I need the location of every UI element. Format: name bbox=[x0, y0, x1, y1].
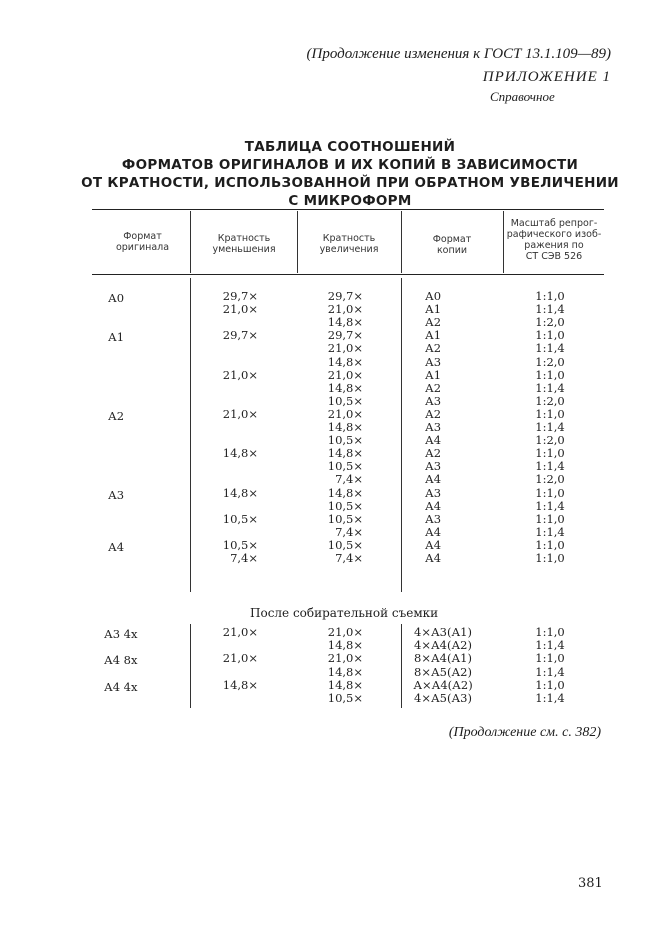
header-appendix: ПРИЛОЖЕНИЕ 1 bbox=[482, 69, 611, 85]
cell-copy-format: А2 bbox=[424, 341, 442, 356]
title-line: С МИКРОФОРМ bbox=[288, 193, 412, 209]
column-header-line: копии bbox=[436, 245, 468, 256]
cell-scale: 1:2,0 bbox=[535, 472, 565, 487]
cell-scale: 1:1,0 bbox=[535, 651, 565, 666]
cell-enlargement: 14,8× bbox=[327, 664, 363, 679]
cell-enlargement: 10,5× bbox=[327, 459, 363, 474]
cell-enlargement: 14,8× bbox=[327, 446, 363, 461]
cell-scale: 1:1,4 bbox=[535, 380, 565, 395]
cell-copy-format: А2 bbox=[424, 406, 442, 421]
column-header-line: Масштаб репрог- bbox=[510, 218, 598, 229]
title-line: ОТ КРАТНОСТИ, ИСПОЛЬЗОВАННОЙ ПРИ ОБРАТНОМ УВЕЛИЧЕНИИ bbox=[81, 175, 619, 191]
column-header-enlargement bbox=[298, 233, 400, 255]
cell-scale: 1:1,4 bbox=[535, 302, 565, 317]
cell-copy-format: А4 bbox=[424, 537, 442, 552]
cell-enlargement: 29,7× bbox=[327, 289, 363, 303]
cell-copy-format: А3 bbox=[424, 393, 442, 408]
cell-scale: 1:1,0 bbox=[535, 367, 565, 382]
cell-copy-format: А1 bbox=[424, 367, 442, 382]
cell-copy-format: 4×А3(А1) bbox=[414, 625, 472, 639]
cell-original-format: А4 bbox=[108, 539, 125, 554]
cell-enlargement: 7,4× bbox=[335, 524, 363, 539]
column-header-line: оригинала bbox=[115, 242, 170, 253]
cell-scale: 1:2,0 bbox=[535, 393, 565, 408]
cell-scale: 1:2,0 bbox=[535, 354, 565, 369]
cell-reduction: 14,8× bbox=[222, 446, 258, 461]
column-divider bbox=[190, 211, 191, 273]
column-header-scale bbox=[504, 218, 604, 262]
cell-scale: 1:1,0 bbox=[535, 446, 565, 461]
cell-copy-format: А×А4(А2) bbox=[413, 677, 473, 692]
cell-copy-format: А4 bbox=[424, 498, 442, 513]
cell-enlargement: 14,8× bbox=[327, 420, 363, 434]
column-header-line: Кратность bbox=[322, 233, 376, 244]
cell-enlargement: 21,0× bbox=[327, 367, 363, 382]
cell-reduction: 7,4× bbox=[230, 551, 258, 565]
column-header-line: Формат bbox=[432, 234, 472, 245]
cell-reduction: 29,7× bbox=[222, 328, 258, 343]
cell-scale: 1:1,0 bbox=[535, 289, 565, 303]
cell-scale: 1:1,0 bbox=[535, 551, 565, 565]
cell-original-format: А3 bbox=[108, 487, 125, 502]
column-header-copy-format bbox=[402, 234, 502, 256]
cell-reduction: 21,0× bbox=[222, 302, 258, 317]
cell-copy-format: 8×А5(А2) bbox=[414, 664, 472, 679]
column-header-line: увеличения bbox=[319, 244, 379, 255]
cell-enlargement: 21,0× bbox=[327, 651, 363, 666]
cell-enlargement: 10,5× bbox=[327, 433, 363, 448]
cell-enlargement: 14,8× bbox=[327, 380, 363, 395]
cell-copy-format: А3 bbox=[424, 511, 442, 526]
cell-original-format: А4 4х bbox=[104, 679, 138, 694]
cell-reduction: 29,7× bbox=[222, 289, 258, 303]
cell-copy-format: А2 bbox=[424, 315, 442, 330]
cell-scale: 1:1,4 bbox=[535, 459, 565, 474]
continued-note: (Продолжение см. с. 382) bbox=[448, 725, 601, 740]
cell-scale: 1:1,4 bbox=[535, 420, 565, 434]
cell-copy-format: А4 bbox=[424, 472, 442, 487]
cell-enlargement: 10,5× bbox=[327, 691, 363, 705]
cell-enlargement: 29,7× bbox=[327, 328, 363, 343]
cell-reduction: 10,5× bbox=[222, 511, 258, 526]
cell-scale: 1:1,0 bbox=[535, 406, 565, 421]
cell-scale: 1:1,0 bbox=[535, 537, 565, 552]
cell-enlargement: 14,8× bbox=[327, 638, 363, 653]
cell-copy-format: 8×А4(А1) bbox=[414, 651, 472, 666]
cell-reduction: 21,0× bbox=[222, 651, 258, 666]
column-header-line: уменьшения bbox=[212, 244, 276, 255]
cell-copy-format: А4 bbox=[424, 433, 442, 448]
cell-reduction: 14,8× bbox=[222, 677, 258, 692]
cell-scale: 1:1,4 bbox=[535, 498, 565, 513]
page-number: 381 bbox=[578, 876, 603, 891]
section-label: После собирательной съемки bbox=[250, 606, 439, 620]
cell-enlargement: 21,0× bbox=[327, 341, 363, 356]
cell-enlargement: 14,8× bbox=[327, 354, 363, 369]
cell-original-format: А2 bbox=[108, 408, 125, 423]
cell-copy-format: А2 bbox=[424, 446, 442, 461]
column-header-line: СТ СЭВ 526 bbox=[525, 251, 583, 262]
cell-scale: 1:1,4 bbox=[535, 638, 565, 653]
cell-enlargement: 14,8× bbox=[327, 485, 363, 500]
cell-scale: 1:1,0 bbox=[535, 625, 565, 639]
cell-copy-format: 4×А5(А3) bbox=[414, 691, 472, 705]
column-divider bbox=[190, 624, 191, 708]
cell-enlargement: 21,0× bbox=[327, 406, 363, 421]
cell-reduction: 21,0× bbox=[222, 406, 258, 421]
cell-copy-format: 4×А4(А2) bbox=[414, 638, 472, 653]
cell-copy-format: А3 bbox=[424, 354, 442, 369]
table-title bbox=[0, 138, 661, 210]
cell-original-format: А3 4х bbox=[104, 627, 138, 641]
cell-enlargement: 10,5× bbox=[327, 537, 363, 552]
cell-copy-format: А1 bbox=[424, 302, 442, 317]
cell-copy-format: А0 bbox=[424, 289, 442, 303]
cell-scale: 1:1,0 bbox=[535, 485, 565, 500]
cell-enlargement: 14,8× bbox=[327, 315, 363, 330]
cell-scale: 1:1,4 bbox=[535, 341, 565, 356]
column-header-line: ражения по bbox=[524, 240, 584, 251]
cell-enlargement: 21,0× bbox=[327, 302, 363, 317]
cell-scale: 1:1,4 bbox=[535, 664, 565, 679]
column-divider bbox=[190, 278, 191, 592]
header-type: Справочное bbox=[490, 89, 555, 104]
title-line: ФОРМАТОВ ОРИГИНАЛОВ И ИХ КОПИЙ В ЗАВИСИМОСТИ bbox=[121, 157, 579, 173]
cell-enlargement: 7,4× bbox=[335, 551, 363, 565]
cell-original-format: А0 bbox=[108, 291, 125, 305]
cell-copy-format: А3 bbox=[424, 485, 442, 500]
cell-reduction: 10,5× bbox=[222, 537, 258, 552]
cell-scale: 1:1,4 bbox=[535, 524, 565, 539]
cell-scale: 1:2,0 bbox=[535, 315, 565, 330]
column-divider bbox=[401, 278, 402, 592]
cell-reduction: 14,8× bbox=[222, 485, 258, 500]
cell-copy-format: А3 bbox=[424, 459, 442, 474]
cell-enlargement: 10,5× bbox=[327, 498, 363, 513]
cell-original-format: А4 8х bbox=[104, 653, 138, 668]
cell-enlargement: 14,8× bbox=[327, 677, 363, 692]
column-header-original-format bbox=[95, 231, 190, 253]
table-header-border bbox=[92, 274, 604, 275]
table-top-border bbox=[92, 209, 604, 210]
cell-copy-format: А3 bbox=[424, 420, 442, 434]
cell-copy-format: А4 bbox=[424, 524, 442, 539]
cell-copy-format: А2 bbox=[424, 380, 442, 395]
title-line: ТАБЛИЦА СООТНОШЕНИЙ bbox=[244, 139, 456, 155]
cell-enlargement: 10,5× bbox=[327, 511, 363, 526]
cell-enlargement: 7,4× bbox=[335, 472, 363, 487]
column-header-line: Формат bbox=[123, 231, 162, 242]
cell-enlargement: 10,5× bbox=[327, 393, 363, 408]
cell-scale: 1:1,0 bbox=[535, 328, 565, 343]
cell-reduction: 21,0× bbox=[222, 367, 258, 382]
column-header-line: рафического изоб- bbox=[506, 229, 602, 240]
cell-scale: 1:1,4 bbox=[535, 691, 565, 705]
cell-copy-format: А4 bbox=[424, 551, 442, 565]
cell-copy-format: А1 bbox=[424, 328, 442, 343]
cell-reduction: 21,0× bbox=[222, 625, 258, 639]
column-header-reduction bbox=[192, 233, 296, 255]
header-continuation: (Продолжение изменения к ГОСТ 13.1.109—89) bbox=[306, 46, 611, 62]
column-header-line: Кратность bbox=[217, 233, 271, 244]
cell-scale: 1:1,0 bbox=[535, 511, 565, 526]
column-divider bbox=[401, 624, 402, 708]
cell-scale: 1:2,0 bbox=[535, 433, 565, 448]
cell-scale: 1:1,0 bbox=[535, 677, 565, 692]
cell-original-format: А1 bbox=[108, 330, 125, 345]
cell-enlargement: 21,0× bbox=[327, 625, 363, 639]
